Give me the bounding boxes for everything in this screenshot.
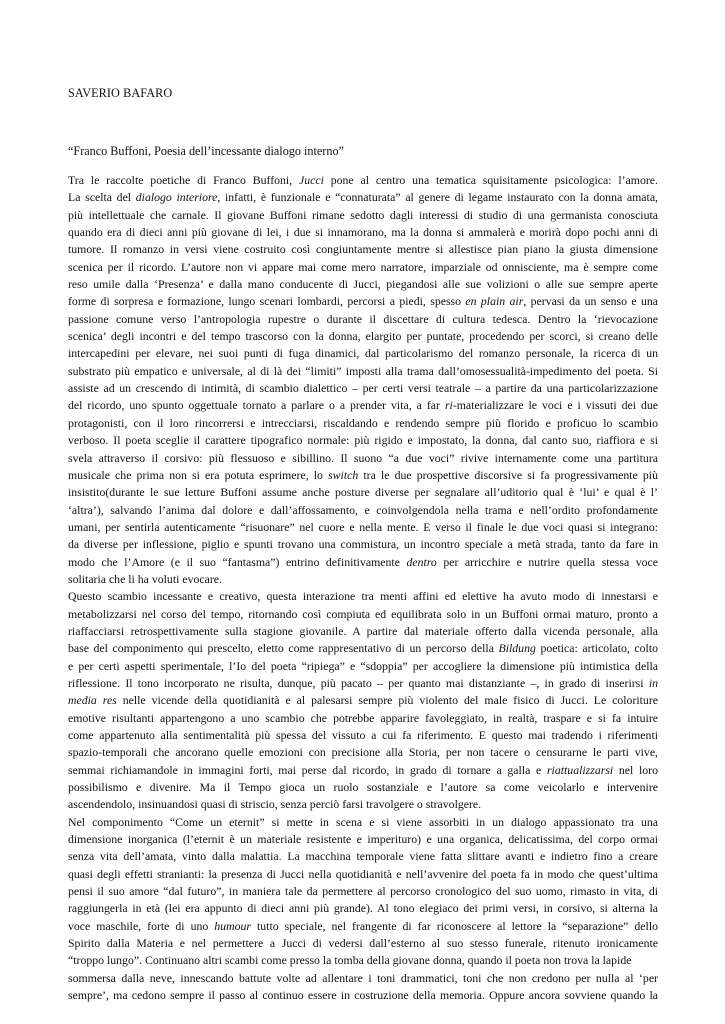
body-line (68, 397, 658, 414)
text-run: riflessione. Il tono incorporato ne risulta, dunque, più pacato – per quanto mai distanziante –, in grado di inserirsi (68, 675, 649, 690)
body-line (68, 311, 658, 328)
body-line (68, 762, 658, 779)
body-line (68, 450, 658, 467)
body-line (68, 519, 658, 536)
text-run: musicale che prima non si era potuta esprimere, lo (68, 467, 329, 482)
text-run: tumore. Il romanzo in versi viene costruito così congiuntamente mentre si allestisce pian piano la giusta dimensione (68, 242, 658, 257)
text-run: reso umile dalla ‘Presenza’ e dalla mano conducente di Jucci, piegandosi alle sue volizioni o alle sue sempre aperte (68, 277, 658, 292)
body-line (68, 554, 658, 571)
body-line (68, 345, 658, 362)
text-run: possibilismo e divenire. Ma il Tempo gioca un ruolo sostanziale e l’autore sa come veicolarlo e intervenire (68, 780, 658, 795)
body-line (68, 363, 658, 380)
body-line (68, 935, 658, 952)
text-run: , pervasi da un senso e una (523, 294, 658, 309)
text-run: pone al centro una tematica squisitamente psicologica: l’amore. (323, 173, 658, 187)
text-run: verboso. Il poeta sceglie il carattere tipografico normale: più rigido e impostato, la donna, dal canto suo, riaffiora e si (68, 433, 658, 448)
body-line (68, 831, 658, 848)
text-run: semmai richiamandole in immagini forti, mai perse dal ricordo, in grado di tornare a galla e (68, 762, 547, 777)
body-line (68, 744, 658, 761)
body-line (68, 241, 658, 258)
text-run: riaffacciarsi retrospettivamente sulla stagione giovanile. A partire dal materiale offerto dalla vicenda personale, alla (68, 623, 658, 638)
body-line (68, 502, 658, 519)
italic-text: dialogo interiore (135, 190, 218, 205)
body-line (68, 779, 658, 796)
body-line (68, 883, 658, 900)
body-line (68, 189, 658, 206)
body-line (68, 380, 658, 397)
body-line (68, 987, 658, 1004)
italic-text: dentro (406, 554, 437, 569)
essay-title: “Franco Buffoni, Poesia dell’incessante dialogo interno” (68, 144, 344, 158)
text-run: insistito(durante le sue letture Buffoni assume anche posture diverse per segnalare all’uditorio qual è ‘lui’ e qual è l’ (68, 485, 658, 500)
text-run: dimensione inorganica (l’eternit è un materiale resistente e imperituro) e una organica, delicatissima, del corpo ormai (68, 832, 658, 847)
text-run: svela attraverso il corsivo: più flessuoso e sibillino. Il suono “a due voci” rivive internamente come una partitura (68, 450, 658, 465)
body-line (68, 606, 658, 623)
body-line (68, 588, 658, 605)
text-run: scenica per il ricordo. L’autore non vi appare mai come mero narratore, imparziale od onnisciente, ma è sempre come (68, 259, 658, 274)
body-line (68, 952, 658, 969)
body-line (68, 796, 658, 813)
body-line (68, 658, 658, 675)
italic-text: media res (68, 693, 117, 708)
body-line (68, 918, 658, 935)
body-line (68, 814, 658, 831)
body-line (68, 710, 658, 727)
body-line (68, 900, 658, 917)
text-run: e per certi aspetti sperimentale, l’Io del poeta “ripiega” e “sdoppia” per accogliere la dimensione più intimistica della (68, 658, 658, 673)
body-line (68, 207, 658, 224)
italic-text: switch (328, 467, 359, 482)
italic-text: Bildung (498, 641, 536, 656)
text-run: modo che l’Amore (e il suo “fantasma”) entrino definitivamente (68, 554, 407, 569)
text-run: base del componimento qui prescelto, eletto come rappresentativo di un percorso della (68, 641, 499, 656)
body-line (68, 415, 658, 432)
body-line (68, 172, 658, 189)
text-run: senza vita dell’amata, vinto dalla malattia. La macchina temporale viene fatta slittare avanti e indietro fino a creare (68, 849, 658, 864)
italic-text: Jucci (298, 173, 324, 187)
text-run: intercapedini per elevare, nei suoi punti di fuga dinamici, dal particolarismo del romanzo personale, la ricerca di un (68, 346, 658, 361)
text-run: passione comune verso l’antropologia rupestre o durante il discettare di cultura tedesca. Dentro la ‘rievocazione (68, 311, 658, 326)
text-run: quando era di dieci anni più giovane di lei, i due si innamorano, ma la donna si ammalerà e morirà dopo pochi anni di (68, 225, 658, 240)
text-run: poetica: articolato, colto (535, 641, 658, 656)
essay-body (68, 172, 658, 1005)
body-line (68, 259, 658, 276)
text-run: voce maschile, forte di uno (68, 918, 215, 933)
body-line (68, 866, 658, 883)
text-run: ‘altra’), salvando l’anima dal dolore e dall’affossamento, e coinvolgendola nella trama e nell’ordito profondamente (68, 502, 658, 517)
body-line (68, 623, 658, 640)
text-run: tutto speciale, nel frangente di far riconoscere al lettore la “separazione” dello (251, 918, 658, 933)
text-run: spazio-temporali che ancorano quelle emozioni con precisione alla Storia, per non tacere o censurarne le parti vive, (68, 745, 658, 760)
text-run: Spirito dalla Materia e nel permettere a Jucci di vedersi dall’esterno al suo stesso funerale, ritenuto ironicamente (68, 936, 658, 951)
text-run: più intellettuale che carnale. Il giovane Buffoni rimane sedotto dagli interessi di studio di una germanista conosciuta (68, 207, 658, 222)
text-run: scenica’ degli incontri e del tempo trascorso con la donna, elargito per puntate, procedendo per scorci, si creano delle (68, 329, 658, 344)
text-run: per arricchire e nutrire quella stessa voce (436, 554, 659, 569)
text-run: ascendendolo, insinuandosi quasi di striscio, senza perciò farsi travolgere o stravolgere. (68, 797, 482, 812)
body-line (68, 727, 658, 744)
text-run: nel loro (613, 762, 658, 777)
text-run: sempre’, ma cedono sempre il passo al continuo essere in costruzione della memoria. Oppure ancora sovviene quando la (68, 988, 658, 1003)
body-line (68, 848, 658, 865)
body-line (68, 692, 658, 709)
text-run: Tra le raccolte poetiche di Franco Buffoni, (68, 173, 299, 187)
text-run: umani, per sentirla autenticamente “risuonare” nel cuore e nella mente. E verso il finale le due voci quasi si integrano: (68, 519, 658, 534)
text-run: protagonisti, con il loro rincorrersi e intrecciarsi, riscaldando e rendendo sempre più florido e proficuo lo scambio (68, 415, 658, 430)
text-run: Questo scambio incessante e creativo, questa interazione tra menti affini ed elettive ha avuto modo di innestarsi e (68, 589, 658, 604)
body-line (68, 224, 658, 241)
italic-text: en plain air (465, 294, 524, 309)
text-run: quasi degli effetti stranianti: la presenza di Jucci nella quotidianità e nell’avvenire del poeta fa in modo che quest’ultima (68, 866, 658, 881)
author-name: SAVERIO BAFARO (68, 86, 173, 100)
body-line (68, 293, 658, 310)
text-run: Nel componimento “Come un eternit” si mette in scena e si viene assorbiti in un dialogo appassionato tra una (68, 814, 658, 829)
text-run: da diverse per inflessione, piglio e spunti trovano una commistura, un incontro speciale a metà strada, tanto da fare in (68, 537, 658, 552)
body-line (68, 276, 658, 293)
text-run: tra le due prospettive discorsive si fa progressivamente più (358, 467, 658, 482)
text-run: nelle vicende della quotidianità e al palesarsi sempre più violento del male fisico di Jucci. Le coloriture (116, 693, 658, 708)
text-run: substrato più empatico e universale, al di là dei “limiti” imposti alla trama dall’omosessualità-impedimento del poeta. Si (68, 363, 658, 378)
text-run: “troppo lungo”. Continuano altri scambi come presso la tomba della giovane donna, quando il poeta non trova la lapide (68, 953, 632, 968)
text-run: metabolizzarsi nel corso del tempo, ritornando così compiuta ed equilibrata solo in un Buffoni ormai maturo, pronto a (68, 606, 658, 621)
text-run: forme di sorpresa e formazione, lungo scenari lombardi, percorsi a piedi, spesso (68, 294, 466, 309)
text-run: come appartenuto alla sentimentalità più spessa del vissuto a cui fa riferimento. E questo mai tradendo i riferimenti (68, 728, 658, 742)
body-line (68, 328, 658, 345)
body-line (68, 484, 658, 501)
text-run: solitaria che li ha voluti evocare. (68, 571, 222, 586)
text-run: , infatti, è funzionale e “connaturata” al genere di legame instaurato con la donna amata, (217, 190, 659, 205)
body-line (68, 536, 658, 553)
body-line (68, 571, 658, 588)
text-run: assiste ad un crescendo di intimità, di scambio dialettico – per certi versi teatrale – a partire da una particolarizzazione (68, 381, 658, 396)
text-run: del ricordo, uno spunto oggettuale tornato a parlare o a prender vita, a far (68, 398, 445, 413)
body-line (68, 970, 658, 987)
text-run: raggiungerla in età (lei era appunto di dieci anni più grande). Al tono elegiaco dei primi versi, in corsivo, si alterna la (68, 901, 658, 916)
italic-text: in (648, 675, 658, 690)
body-line (68, 467, 658, 484)
text-run: La scelta del (68, 190, 136, 205)
text-run: -materializzare le voci e i vissuti dei due (452, 398, 658, 413)
body-line (68, 640, 658, 657)
italic-text: riattualizzarsi (546, 762, 614, 777)
italic-text: ri (444, 398, 453, 413)
text-run: emotive risultanti appartengono a uno scambio che potrebbe apparire favoleggiato, in realtà, traspare e si fa intuire (68, 710, 658, 725)
body-line (68, 432, 658, 449)
body-line (68, 675, 658, 692)
text-run: sommersa dalla neve, innescando battute volte ad allentare i toni drammatici, toni che non credono per nulla al ‘per (68, 970, 658, 985)
text-run: pensi il suo amore “dal futuro”, in maniera tale da permettere al percorso cronologico del suo uomo, rimasto in vita, di (68, 884, 658, 899)
italic-text: humour (214, 918, 251, 933)
